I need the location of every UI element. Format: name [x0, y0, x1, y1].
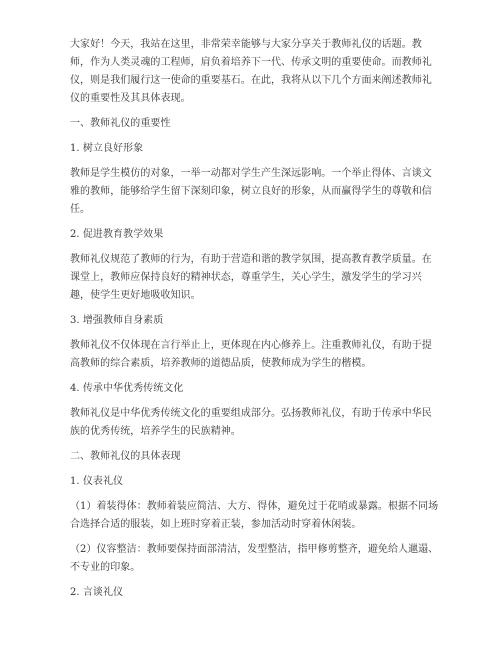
subheading-self-quality: 3. 增强教师自身素质 [70, 315, 164, 326]
subheading-tradition: 4. 传承中华优秀传统文化 [70, 383, 184, 394]
subheading-appearance: 1. 仪表礼仪 [70, 476, 124, 487]
paragraph-self-quality: 教师礼仪不仅体现在言行举止上，更体现在内心修养上。注重教师礼仪，有助于提高教师的综合素质，培养教师的道德品质，使教师成为学生的楷模。 [70, 340, 432, 369]
section-heading-importance: 一、教师礼仪的重要性 [70, 118, 171, 129]
paragraph-dress: （1）着装得体：教师着装应简洁、大方、得体，避免过于花哨或暴露。根据不同场合选择合适的服装，如上班时穿着正装，参加活动时穿着休闲装。 [70, 501, 439, 530]
document-body [70, 36, 440, 609]
paragraph-image: 教师是学生模仿的对象，一举一动都对学生产生深远影响。一个举止得体、言谈文雅的教师，能够给学生留下深刻印象，树立良好的形象，从而赢得学生的尊敬和信任。 [70, 168, 432, 215]
subheading-speech: 2. 言谈礼仪 [70, 587, 124, 598]
paragraph-tradition: 教师礼仪是中华优秀传统文化的重要组成部分。弘扬教师礼仪，有助于传承中华民族的优秀传统，培养学生的民族精神。 [70, 408, 432, 437]
section-heading-manifestation: 二、教师礼仪的具体表现 [70, 451, 181, 462]
paragraph-grooming: （2）仪容整洁：教师要保持面部清洁，发型整洁，指甲修剪整齐，避免给人邋遢、不专业的印象。 [70, 544, 439, 573]
subheading-teaching-effect: 2. 促进教育教学效果 [70, 229, 164, 240]
intro-paragraph: 大家好！今天，我站在这里，非常荣幸能够与大家分享关于教师礼仪的话题。教师，作为人类灵魂的工程师，肩负着培养下一代、传承文明的重要使命。而教师礼仪，则是我们履行这一使命的重要基石。在此，我将从以下几个方面来阐述教师礼仪的重要性及其具体表现。 [70, 39, 432, 104]
paragraph-teaching-effect: 教师礼仪规范了教师的行为，有助于营造和谐的教学氛围，提高教育教学质量。在课堂上，教师应保持良好的精神状态，尊重学生，关心学生，激发学生的学习兴趣，使学生更好地吸收知识。 [70, 254, 432, 301]
subheading-image: 1. 树立良好形象 [70, 143, 144, 154]
